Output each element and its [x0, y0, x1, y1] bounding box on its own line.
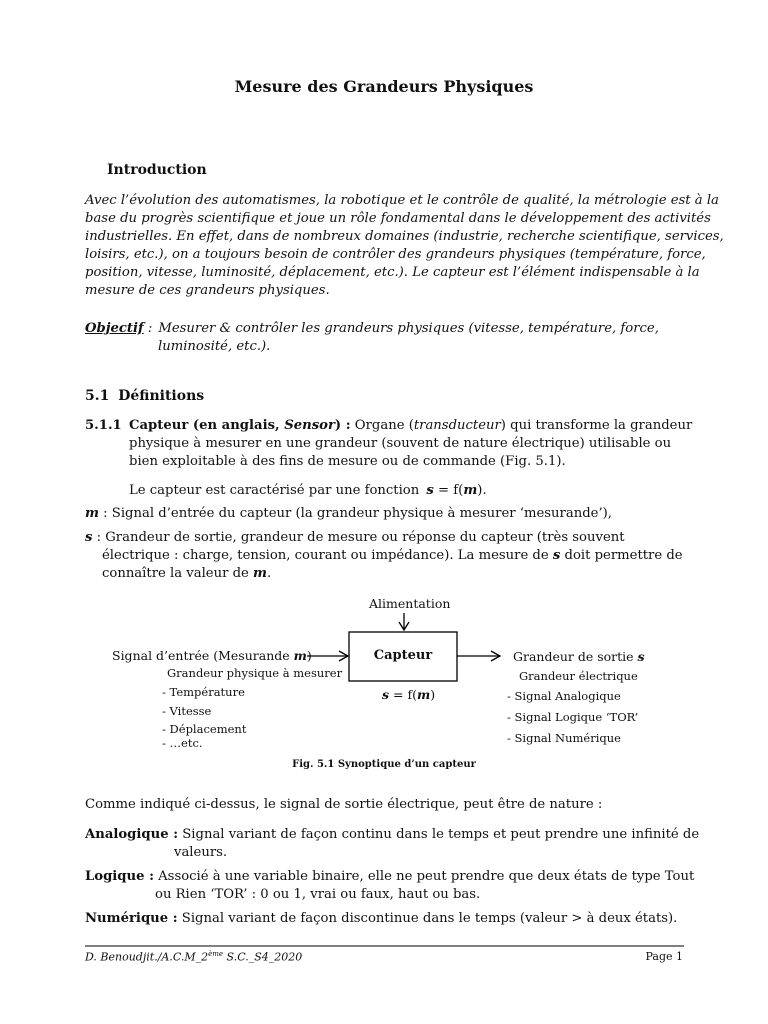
subsection-line3: bien exploitable à des fins de mesure ou de commande (Fig. 5.1).: [129, 454, 566, 469]
nature-intro: Comme indiqué ci-dessus, le signal de sortie électrique, peut être de nature :: [85, 797, 603, 812]
func-m: m: [463, 483, 478, 498]
input-label-b: ): [306, 648, 312, 663]
logique-line1: Associé à une variable binaire, elle ne peut prendre que deux états de type Tout: [153, 869, 695, 884]
alimentation-label: Alimentation: [369, 596, 451, 611]
numerique-line1: Signal variant de façon discontinue dans le temps (valeur > à deux états).: [177, 911, 678, 926]
objectif-sep: :: [143, 321, 153, 336]
output-item: - Signal Analogique: [507, 689, 621, 703]
objectif-line1: Mesurer & contrôler les grandeurs physiques (vitesse, température, force,: [158, 321, 659, 336]
subsection-title-c: ) :: [334, 418, 351, 433]
s-line3-m: m: [253, 566, 267, 581]
subsection-line2: physique à mesurer en une grandeur (souvent de nature électrique) utilisable ou: [129, 436, 672, 451]
output-label-s: s: [637, 649, 645, 664]
s-line3-a: connaître la valeur de: [102, 566, 254, 581]
footer-author-a: D. Benoudjit./A.C.M_2: [85, 950, 209, 964]
section-number: 5.1: [85, 388, 110, 404]
objectif-label: Objectif: [85, 321, 144, 336]
func-end: ).: [477, 483, 487, 498]
analogique-line2: valeurs.: [174, 845, 228, 860]
s-symbol: s: [85, 530, 93, 545]
s-line2-a: électrique : charge, tension, courant ou impédance). La mesure de: [102, 548, 553, 563]
analogique-block: [85, 826, 700, 862]
logique-block: [85, 868, 695, 904]
intro-line: position, vitesse, luminosité, déplacement, etc.). Le capteur est l’élément indispensable à la: [85, 265, 700, 280]
numerique-block: [85, 910, 685, 928]
subsection-line1-c: ) qui transforme la grandeur: [500, 418, 693, 433]
subsection-number: 5.1.1: [85, 418, 122, 433]
output-item: - Signal Logique ‘TOR’: [507, 710, 639, 724]
page-number: Page 1: [645, 950, 683, 963]
input-item: - Température: [162, 685, 245, 699]
s-line3-b: .: [267, 566, 272, 581]
output-label: [513, 649, 645, 664]
intro-line: loisirs, etc.), on a toujours besoin de contrôler des grandeurs physiques (température, force,: [85, 247, 706, 262]
input-label: [112, 648, 312, 663]
capteur-label: Capteur: [373, 648, 433, 663]
diagram-func-eq: = f(: [389, 687, 417, 702]
intro-line: industrielles. En effet, dans de nombreux domaines (industrie, recherche scientifique, services,: [85, 229, 724, 244]
diagram-function: [382, 687, 435, 702]
numerique-label: Numérique :: [85, 911, 178, 926]
subsection-title-a: Capteur (en anglais,: [129, 418, 285, 433]
analogique-line1: Signal variant de façon continu dans le temps et peut prendre une infinité de: [178, 827, 700, 842]
page-title: Mesure des Grandeurs Physiques: [234, 77, 534, 96]
output-sub: Grandeur électrique: [519, 669, 638, 683]
section-title: Définitions: [118, 388, 205, 404]
input-item: - Déplacement: [162, 722, 247, 736]
s-line2-s: s: [552, 548, 561, 563]
output-label-a: Grandeur de sortie: [513, 649, 638, 664]
logique-label: Logique :: [85, 869, 154, 884]
diagram-func-m: m: [416, 687, 431, 702]
intro-line: mesure de ces grandeurs physiques.: [85, 283, 330, 298]
output-item: - Signal Numérique: [507, 731, 621, 745]
footer-author: [85, 950, 302, 964]
input-item: - Vitesse: [162, 704, 212, 718]
objectif-line2: luminosité, etc.).: [158, 339, 271, 354]
analogique-label: Analogique :: [85, 827, 179, 842]
input-item: - …etc.: [162, 736, 203, 750]
input-label-a: Signal d’entrée (Mesurande: [112, 648, 294, 663]
func-eq: = f(: [433, 483, 464, 498]
m-text: : Signal d’entrée du capteur (la grandeur physique à mesurer ‘mesurande’),: [98, 506, 612, 521]
subsection-line1-a: Organe (: [350, 418, 414, 433]
s-line2-b: doit permettre de: [560, 548, 683, 563]
figure-caption: Fig. 5.1 Synoptique d’un capteur: [292, 759, 476, 770]
s-line1: : Grandeur de sortie, grandeur de mesure ou réponse du capteur (très souvent: [92, 530, 625, 545]
intro-line: Avec l’évolution des automatismes, la robotique et le contrôle de qualité, la métrologie est à la: [85, 193, 719, 208]
subsection-title-b: Sensor: [284, 418, 335, 433]
logique-line2: ou Rien ‘TOR’ : 0 ou 1, vrai ou faux, haut ou bas.: [155, 887, 481, 902]
intro-line: base du progrès scientifique et joue un rôle fondamental dans le développement des activités: [85, 211, 711, 226]
func-s: s: [426, 483, 434, 498]
m-symbol: m: [85, 506, 99, 521]
input-sub: Grandeur physique à mesurer: [167, 666, 343, 680]
footer-author-sup: ème: [208, 950, 224, 958]
diagram-func-end: ): [430, 687, 436, 702]
diagram-func-s: s: [382, 687, 390, 702]
func-text: Le capteur est caractérisé par une fonction: [129, 483, 424, 498]
subsection-line1-b: transducteur: [413, 418, 501, 433]
input-label-m: m: [293, 648, 307, 663]
footer-author-b: S.C._S4_2020: [223, 950, 303, 964]
intro-heading: Introduction: [107, 162, 207, 178]
